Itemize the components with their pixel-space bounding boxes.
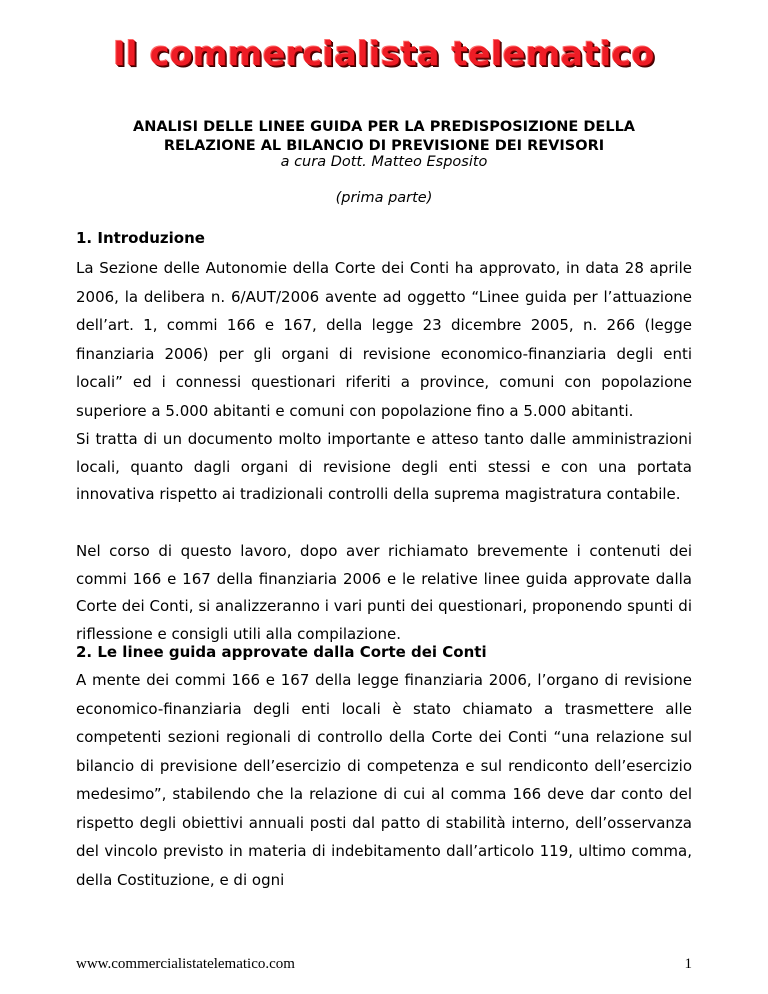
paragraph: A mente dei commi 166 e 167 della legge finanziaria 2006, l’organo di revisione economico-finanziaria degli enti locali è stato chiamato a trasmettere alle competenti sezioni regionali di controllo della Corte dei Conti “una relazione sul bilancio di previsione dell’esercizio di competenza e sul rendiconto dell’esercizio medesimo”, stabilendo che la relazione di cui al comma 166 deve dar conto del rispetto degli obiettivi annuali posti dal patto di stabilità interno, dell’osservanza del vincolo previsto in materia di indebitamento dall’articolo 119, ultimo comma, della Costituzione, e di ogni [76,671,692,889]
article-author: a cura Dott. Matteo Esposito [280,154,488,170]
article-title-line-2: RELAZIONE AL BILANCIO DI PREVISIONE DEI REVISORI [163,138,605,154]
article-title-line-1: ANALISI DELLE LINEE GUIDA PER LA PREDISPOSIZIONE DELLA [132,119,636,135]
page-number: 1 [684,956,692,972]
section-heading-linee-guida: 2. Le linee guida approvate dalla Corte dei Conti [76,643,487,661]
paragraph: Nel corso di questo lavoro, dopo aver richiamato brevemente i contenuti dei commi 166 e 167 della finanziaria 2006 e le relative linee guida approvate dalla Corte dei Conti, si analizzeranno i vari punti dei questionari, proponendo spunti di riflessione e consigli utili alla compilazione. [76,542,692,643]
footer-url: www.commercialistatelematico.com [76,956,295,972]
section-heading-introduzione: 1. Introduzione [76,229,205,247]
paragraph: La Sezione delle Autonomie della Corte dei Conti ha approvato, in data 28 aprile 2006, la delibera n. 6/AUT/2006 avente ad oggetto “Linee guida per l’attuazione dell’art. 1, commi 166 e 167, della legge 23 dicembre 2005, n. 266 (legge finanziaria 2006) per gli organi di revisione economico-finanziaria degli enti locali” ed i connessi questionari riferiti a province, comuni con popolazione superiore a 5.000 abitanti e comuni con popolazione fino a 5.000 abitanti. [76,259,692,420]
site-logo: Il commercialista telematico [113,34,655,73]
paragraph: Si tratta di un documento molto importante e atteso tanto dalle amministrazioni locali, quanto dagli organi di revisione degli enti stessi e con una portata innovativa rispetto ai tradizionali controlli della suprema magistratura contabile. [76,430,692,503]
article-part: (prima parte) [335,190,433,206]
